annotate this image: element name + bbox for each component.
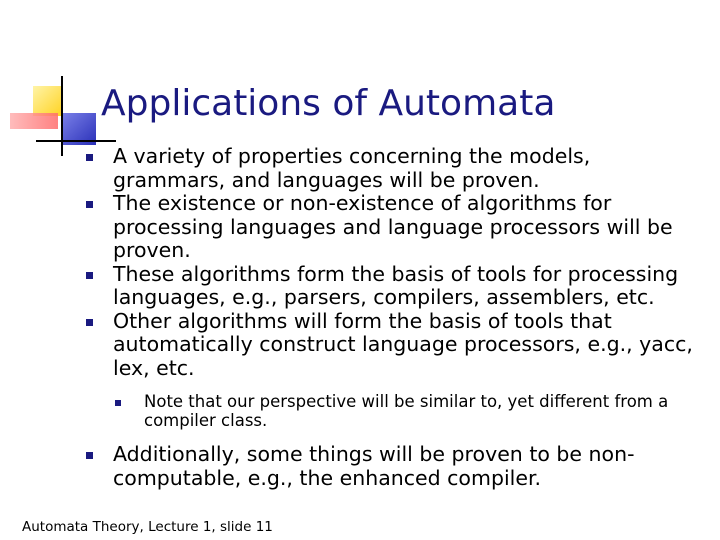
bullet-item <box>84 192 704 263</box>
slide-title: Applications of Automata <box>101 83 556 124</box>
bullet-square-icon <box>86 272 93 279</box>
bullet-item <box>84 310 704 381</box>
sub-bullet-text: Note that our perspective will be similar to, yet different from a compiler class. <box>144 392 669 430</box>
yellow-square <box>33 86 63 116</box>
bullet-item <box>84 145 704 192</box>
bullet-item <box>84 263 704 310</box>
bullet-text: The existence or non-existence of algorithms for processing languages and language processors will be proven. <box>113 191 673 262</box>
bullet-text: These algorithms form the basis of tools for processing languages, e.g., parsers, compilers, assemblers, etc. <box>113 261 679 309</box>
bullet-square-icon <box>86 452 93 459</box>
sub-bullet-item <box>84 393 704 430</box>
slide-footer: Automata Theory, Lecture 1, slide 11 <box>22 519 273 535</box>
bullet-item <box>84 443 704 490</box>
vertical-rule <box>61 76 63 156</box>
red-bar <box>10 113 58 129</box>
bullet-text: Additionally, some things will be proven to be non-computable, e.g., the enhanced compiler. <box>113 442 635 490</box>
bullet-square-icon <box>86 319 93 326</box>
bullet-text: Other algorithms will form the basis of tools that automatically construct language processors, e.g., yacc, lex, etc. <box>113 308 693 380</box>
bullet-list <box>84 145 704 490</box>
bullet-text: A variety of properties concerning the models, grammars, and languages will be proven. <box>113 144 591 192</box>
bullet-square-icon <box>86 201 93 208</box>
bullet-square-icon <box>86 154 93 161</box>
title-rule <box>36 140 116 142</box>
sub-bullet-square-icon <box>115 400 121 406</box>
